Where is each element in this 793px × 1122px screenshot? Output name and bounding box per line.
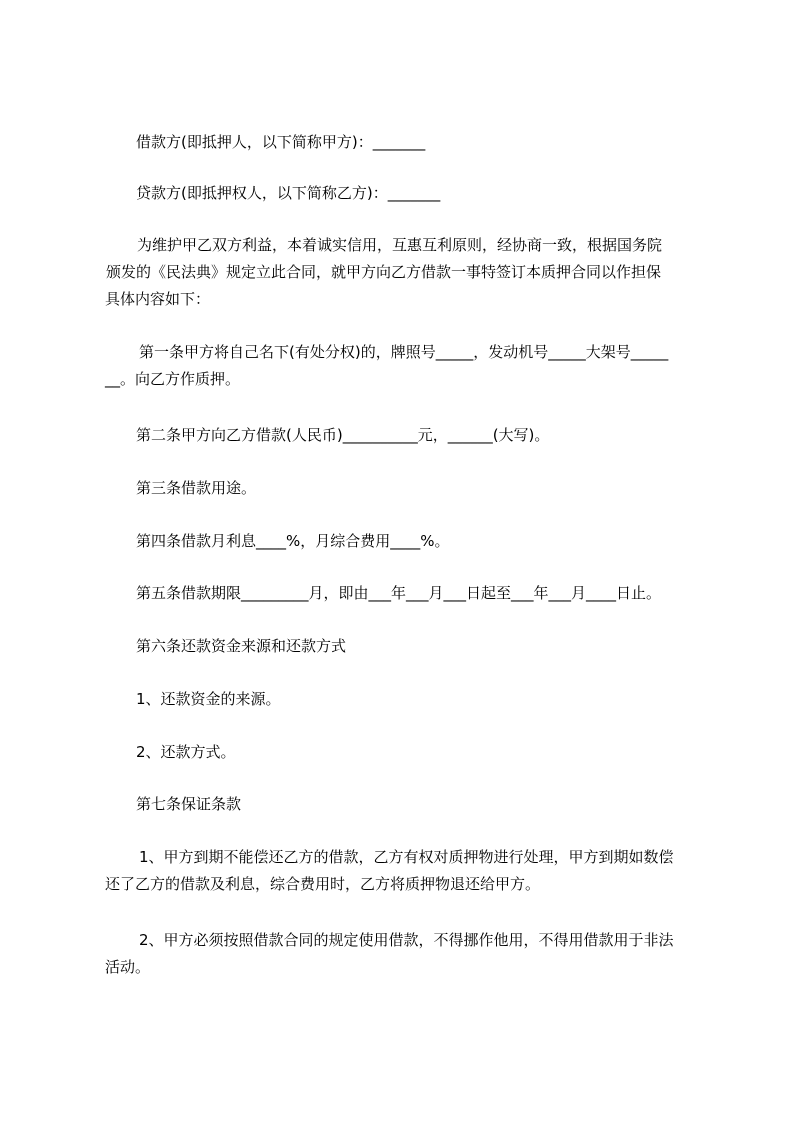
article-7-item-2-paragraph — [105, 927, 674, 981]
article-5-line — [136, 580, 661, 607]
article-6-item-2-text: 2、还款方式。 — [136, 743, 236, 761]
article-6-item-1-text: 1、还款资金的来源。 — [136, 690, 281, 708]
article-7-item-2-line-1: 2、甲方必须按照借款合同的规定使用借款，不得挪作他用，不得用借款用于非法 — [139, 931, 674, 949]
article-6-item-2 — [136, 739, 236, 766]
article-6-line — [136, 633, 346, 660]
article-7-item-1-line-1: 1、甲方到期不能偿还乙方的借款，乙方有权对质押物进行处理，甲方到期如数偿 — [139, 848, 674, 866]
article-4-text: 第四条借款月利息____%，月综合费用____%。 — [136, 532, 450, 550]
lender-text: 贷款方(即抵押权人，以下简称乙方)：_______ — [136, 184, 441, 202]
article-1-paragraph — [105, 339, 668, 393]
article-3-text: 第三条借款用途。 — [136, 479, 257, 497]
article-7-line — [136, 791, 241, 818]
preamble-line-2: 颁发的《民法典》规定立此合同，就甲方向乙方借款一事特签订本质押合同以作担保 — [106, 263, 662, 281]
preamble-line-3: 具体内容如下： — [105, 290, 211, 308]
article-2-text: 第二条甲方向乙方借款(人民币)__________元，______(大写)。 — [136, 426, 550, 444]
article-7-item-1-paragraph — [105, 844, 674, 898]
lender-line — [136, 180, 440, 207]
article-7-item-1-line-2: 还了乙方的借款及利息，综合费用时，乙方将质押物退还给甲方。 — [105, 875, 541, 893]
preamble-line-1: 为维护甲乙双方利益，本着诚实信用，互惠互利原则，经协商一致，根据国务院 — [137, 236, 663, 254]
article-7-text: 第七条保证条款 — [136, 795, 242, 813]
article-1-line-2: __。向乙方作质押。 — [105, 370, 241, 388]
article-1-line-1: 第一条甲方将自己名下(有处分权)的，牌照号_____，发动机号_____大架号_____ — [139, 343, 669, 361]
borrower-text: 借款方(即抵押人，以下简称甲方)：_______ — [136, 133, 426, 151]
preamble-paragraph — [105, 232, 662, 313]
article-2-line — [136, 422, 549, 449]
article-7-item-2-line-2: 活动。 — [105, 958, 151, 976]
article-6-text: 第六条还款资金来源和还款方式 — [136, 637, 347, 655]
article-6-item-1 — [136, 686, 281, 713]
article-3-line — [136, 475, 256, 502]
borrower-line — [136, 129, 425, 156]
article-4-line — [136, 528, 450, 555]
article-5-text: 第五条借款期限_________月，即由___年___月___日起至___年___月____日止。 — [136, 584, 662, 602]
